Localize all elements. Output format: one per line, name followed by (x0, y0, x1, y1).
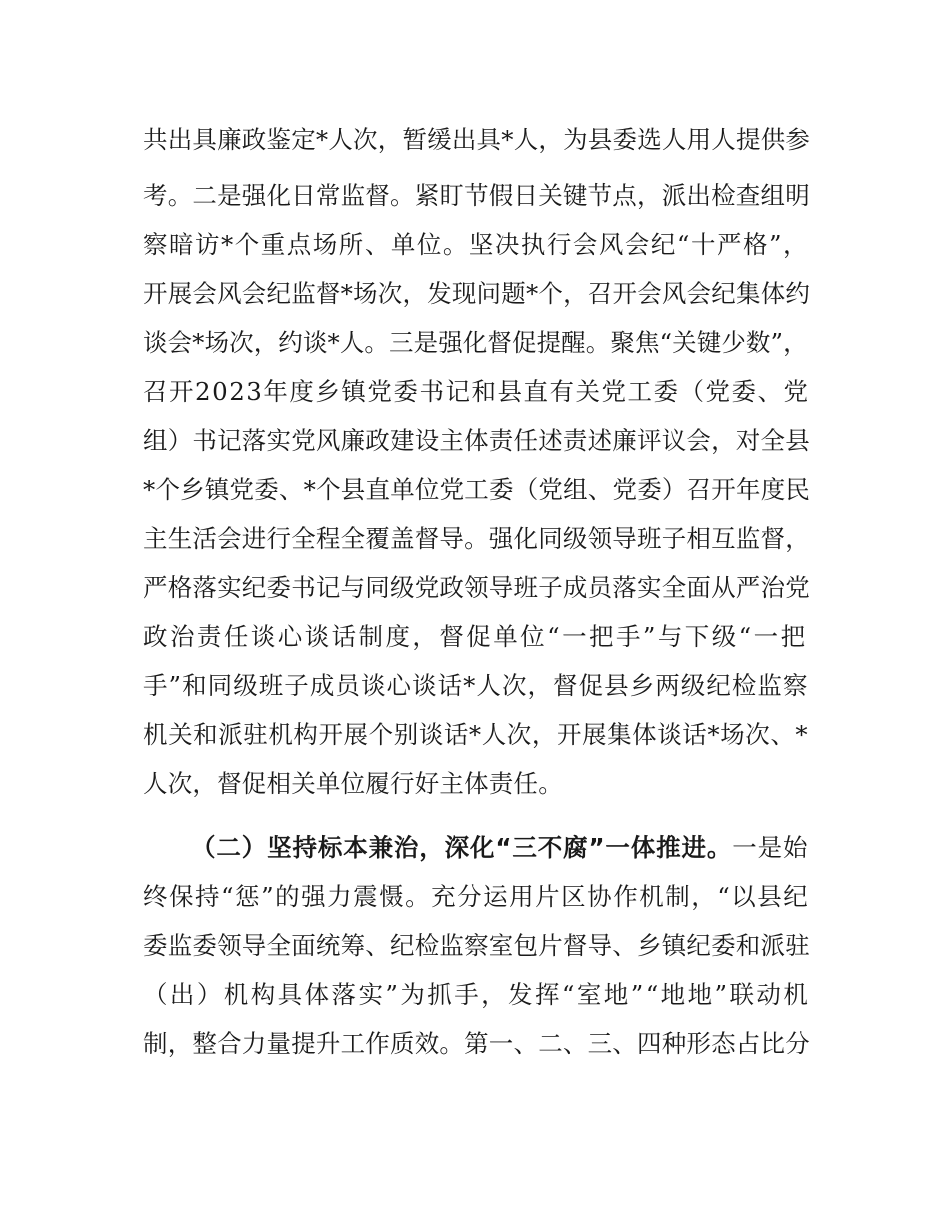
section-heading: （二）坚持标本兼治，深化“三不腐”一体推进。 (191, 833, 733, 862)
text-line: 手”和同级班子成员谈心谈话*人次，督促县乡两级纪检监察 (143, 671, 809, 700)
text-line: 机关和派驻机构开展个别谈话*人次，开展集体谈话*场次、* (143, 720, 809, 749)
text-line: 组）书记落实党风廉政建设主体责任述责述廉评议会，对全县 (143, 426, 810, 455)
text-line: 主生活会进行全程全覆盖督导。强化同级领导班子相互监督， (143, 524, 810, 553)
text-line (191, 833, 808, 863)
text-line: 召开2023年度乡镇党委书记和县直有关党工委（党委、党 (143, 377, 810, 406)
text-line: 委监委领导全面统筹、纪检监察室包片督导、乡镇纪委和派驻 (143, 931, 810, 960)
text-line: 谈会*场次，约谈*人。三是强化督促提醒。聚焦“关键少数”， (143, 328, 808, 357)
text-line: 共出具廉政鉴定*人次，暂缓出具*人，为县委选人用人提供参 (143, 125, 811, 154)
text-run: 一是始 (732, 833, 809, 862)
text-line: 终保持“惩”的强力震慑。充分运用片区协作机制，“以县纪 (143, 882, 810, 911)
text-line: 察暗访*个重点场所、单位。坚决执行会风会纪“十严格”， (143, 230, 810, 259)
text-line: 考。二是强化日常监督。紧盯节假日关键节点，派出检查组明 (143, 181, 810, 210)
text-line: 制，整合力量提升工作质效。第一、二、三、四种形态占比分 (143, 1029, 810, 1058)
text-line: 政治责任谈心谈话制度，督促单位“一把手”与下级“一把 (143, 622, 808, 651)
text-line: *个乡镇党委、*个县直单位党工委（党组、党委）召开年度民 (143, 475, 811, 504)
text-line: 开展会风会纪监督*场次，发现问题*个，召开会风会纪集体约 (143, 279, 811, 308)
text-line: 严格落实纪委书记与同级党政领导班子成员落实全面从严治党 (143, 573, 810, 602)
text-line: 人次，督促相关单位履行好主体责任。 (143, 769, 563, 798)
text-line: （出）机构具体落实”为抓手，发挥“室地”“地地”联动机 (143, 980, 811, 1009)
